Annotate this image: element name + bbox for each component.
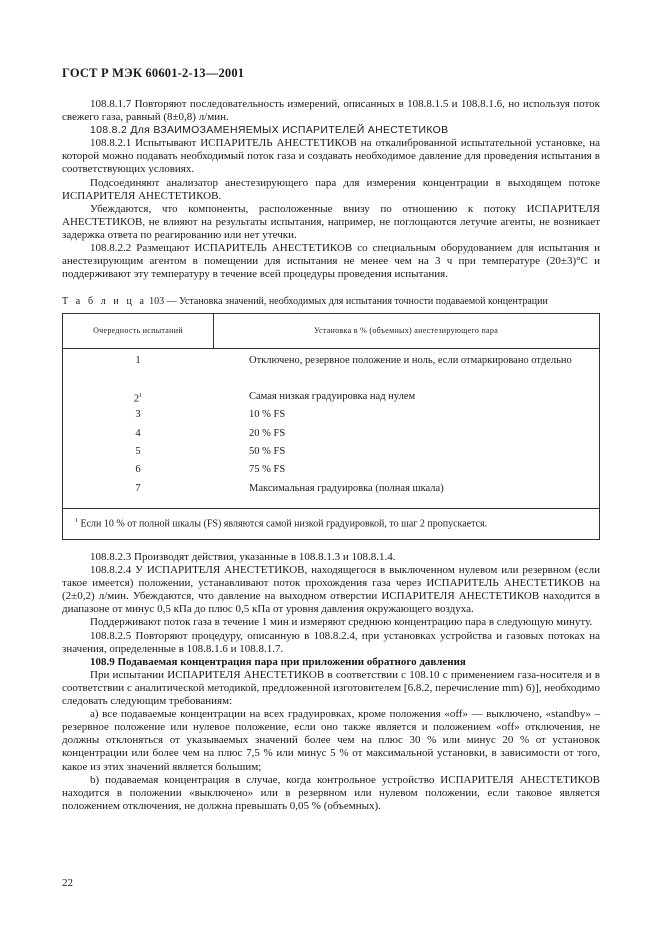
row-setting: Максимальная градуировка (полная шкала) — [249, 483, 444, 494]
table-caption — [62, 296, 548, 307]
list-item: b) подаваемая концентрация в случае, когда контрольное устройство ИСПАРИТЕЛЯ АНЕСТЕТИКОВ находится в положении «выключено» или в резервном или нулевом положении, если таковое является положением отключения, не должна превышать 0,05 % (объемных). — [62, 773, 600, 812]
row-setting: 50 % FS — [249, 446, 286, 457]
settings-table — [62, 313, 600, 540]
paragraph: 108.8.2.5 Повторяют процедуру, описанную в 108.8.2.4, при установках устройства и газовых потоках на значения, определенные в 108.8.1.6 и 108.8.1.7. — [62, 629, 600, 655]
row-setting: 75 % FS — [249, 464, 286, 475]
page-number: 22 — [62, 877, 73, 889]
paragraph: 108.8.2.1 Испытывают ИСПАРИТЕЛЬ АНЕСТЕТИКОВ на откалиброванной испытательной установке, на которой можно подавать необходимый поток газа и создавать необходимое давление для проведения испытания в соответствующих условиях. — [62, 137, 600, 176]
paragraph: 108.8.2.3 Производят действия, указанные в 108.8.1.3 и 108.8.1.4. — [90, 551, 396, 563]
table-header — [63, 314, 599, 349]
list-item: а) все подаваемые концентрации на всех градуировках, кроме положения «off» — выключено, «standby» – резервное положение или нулевое положение, если оно также является и положением «off» отключения, не должны отклоняться от указываемых значений более чем на плюс 30 % или минус 20 % от установок концентрации или более чем на плюс 7,5 % или минус 5 % от максимальной установки, в зависимости от того, какое из этих значений является большим; — [62, 708, 600, 773]
row-setting: 10 % FS — [249, 409, 286, 420]
row-order: 6 — [135, 464, 141, 475]
table-caption-text: 103 — Установка значений, необходимых для испытания точности подаваемой концентрации — [149, 296, 548, 307]
row-setting: Отключено, резервное положение и ноль, если отмаркировано отдельно — [249, 355, 572, 366]
top-text-block — [62, 98, 600, 281]
row-order: 5 — [135, 446, 141, 457]
bottom-text-block — [62, 551, 600, 813]
row-order: 1 — [135, 355, 141, 366]
row-setting: Самая низкая градуировка над нулем — [249, 391, 416, 402]
footnote-text: $^1$ Если 10 % от полной шкалы (FS) являются самой низкой градуировкой, то шаг 2 пропускается. — [75, 518, 488, 530]
column-header-setting: Установка в % (объемных) анестезирующего пара — [313, 326, 499, 335]
subsection-heading: 108.8.2 Для ВЗАИМОЗАМЕНЯЕМЫХ ИСПАРИТЕЛЕЙ АНЕСТЕТИКОВ — [90, 124, 449, 137]
row-order: 4 — [135, 428, 141, 439]
paragraph: 108.8.2.2 Размещают ИСПАРИТЕЛЬ АНЕСТЕТИКОВ со специальным оборудованием для испытания и анестезирующим агентом в помещении для испытания не менее чем на 3 ч при температуре (20±3)°С и поддерживают эту температуру в течение всей процедуры проведения испытания. — [62, 242, 600, 281]
paragraph: Убеждаются, что компоненты, расположенные внизу по отношению к потоку ИСПАРИТЕЛЯ АНЕСТЕТИКОВ, не влияют на результаты испытания, например, не поглощаются летучие агенты, не возникает задержка ответа по реагированию или нет утечки. — [62, 202, 600, 241]
paragraph: 108.8.2.4 У ИСПАРИТЕЛЯ АНЕСТЕТИКОВ, находящегося в выключенном нулевом или резервном (если такое имеется) положении, устанавливают поток прохождения газа через ИСПАРИТЕЛЬ АНЕСТЕТИКОВ на (2±0,2) л/мин. Убеждаются, что давление на выходном отверстии ИСПАРИТЕЛЯ АНЕСТЕТИКОВ находится в диапазоне от минус 0,5 кПа до плюс 0,5 кПа от уровня давления окружающего воздуха. — [62, 564, 600, 616]
row-order: 7 — [135, 483, 141, 494]
section-heading: 108.9 Подаваемая концентрация пара при приложении обратного давления — [90, 655, 466, 668]
paragraph: 108.8.1.7 Повторяют последовательность измерений, описанных в 108.8.1.5 и 108.8.1.6, но используя поток свежего газа, равный (8±0,8) л/мин. — [62, 98, 600, 124]
document-header: ГОСТ Р МЭК 60601-2-13—2001 — [62, 66, 245, 80]
row-setting: 20 % FS — [249, 428, 286, 439]
row-order: $2^1$ — [133, 393, 143, 405]
column-header-order: Очередность испытаний — [93, 326, 183, 335]
paragraph: Подсоединяют анализатор анестезирующего пара для измерения концентрации в выходящем потоке ИСПАРИТЕЛЯ АНЕСТЕТИКОВ. — [62, 176, 600, 202]
paragraph: Поддерживают поток газа в течение 1 мин и измеряют среднюю концентрацию пара в следующую минуту. — [90, 616, 593, 629]
footnote-marker: 1 — [139, 393, 143, 399]
row-order: 3 — [135, 409, 141, 420]
table-caption-label: Т а б л и ц а — [62, 296, 147, 307]
table-footnote — [63, 508, 599, 539]
paragraph: При испытании ИСПАРИТЕЛЯ АНЕСТЕТИКОВ в соответствии с 108.10 с применением газа-носителя и в соответствии с аналитической методикой, предложенной изготовителем [6.8.2, перечисление mm) 6)], необходимо следовать следующим требованиям: — [62, 668, 600, 708]
